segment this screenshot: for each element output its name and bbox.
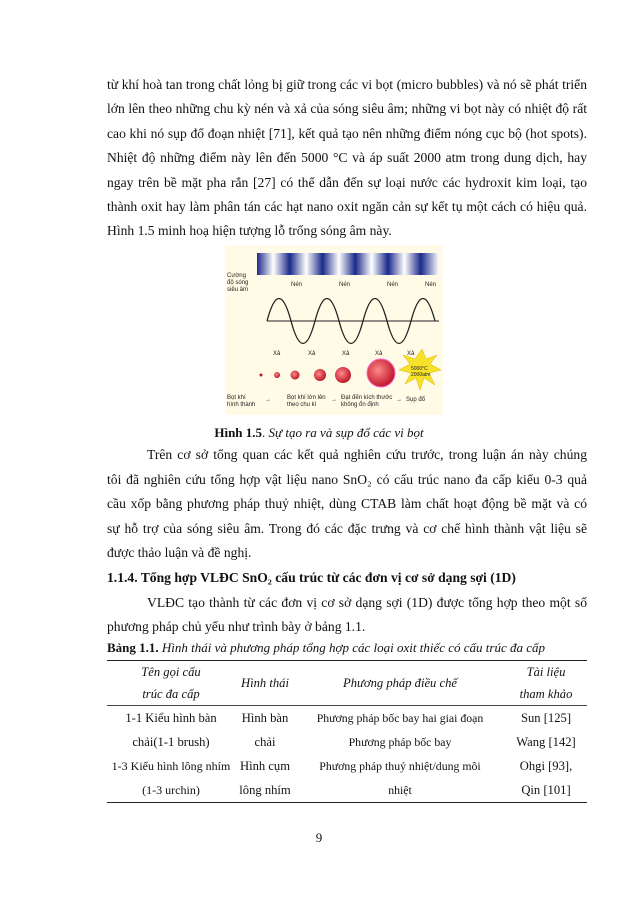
compress-label: Nén	[291, 282, 303, 288]
table-row	[107, 754, 587, 803]
arrow: →	[331, 397, 337, 403]
table-cell: Phương pháp bốc bay hai giai đoạn Phương pháp bốc bay	[316, 711, 484, 749]
header-cell: Tài liệu tham khảo	[505, 661, 587, 706]
release-label: Xả	[375, 351, 383, 357]
paragraph-line: từ khí hoà tan trong chất lỏng bị giữ trong các vi bọt (micro bubbles) và nó sẽ phát triển	[107, 77, 587, 92]
table-row	[107, 706, 587, 755]
cavitation-figure	[225, 245, 443, 415]
compress-label: Nén	[387, 282, 399, 288]
release-label: Xả	[273, 351, 281, 357]
table-cell: 1-1 Kiểu hình bàn chải(1-1 brush)	[125, 711, 217, 749]
section-heading: 1.1.4. Tổng hợp VLĐC SnO₂ cấu trúc từ các đơn vị cơ sở dạng sợi (1D)	[107, 570, 516, 585]
wave-label: Cường độ sóng siêu âm	[227, 273, 249, 293]
release-label: Xả	[342, 351, 350, 357]
stage-label: Sụp đổ	[406, 397, 426, 403]
paragraph-line: tôi đã nghiên cứu tổng hợp vật liệu nano SnO₂ có cấu trúc nano đa cấp kiểu 0-3 quả	[107, 472, 587, 487]
paragraph-line: Nhiệt độ những điểm này lên đến 5000 °C và áp suất 2000 atm trong dung dịch, hay	[107, 150, 587, 165]
compress-label: Nén	[339, 282, 351, 288]
paragraph-line: sự hỗ trợ của sóng siêu âm. Trong đó các đặc trưng và cơ chế hình thành vật liệu sẽ	[107, 521, 587, 536]
table-header-row	[107, 661, 587, 706]
pressure-band	[257, 253, 439, 275]
table-cell: Phương pháp thuỷ nhiệt/dung môi nhiệt	[295, 754, 505, 803]
table-cell: Hình bàn chải	[241, 711, 289, 749]
table-caption: Bảng 1.1. Hình thái và phương pháp tổng hợp các loại oxit thiếc có cấu trúc đa cấp	[107, 640, 545, 655]
stage-label: Bọt khí hình thành	[227, 395, 256, 408]
header-cell: Tên gọi cấu trúc đa cấp	[107, 661, 235, 706]
header-cell: Phương pháp điều chế	[295, 661, 505, 706]
release-label: Xả	[308, 351, 316, 357]
hotspot-label: 5000°C 2000atm	[411, 366, 431, 378]
page-number: 9	[315, 830, 323, 845]
paragraph-line: phương pháp chủ yếu như trình bày ở bảng 1.1.	[107, 619, 366, 634]
arrow: →	[396, 397, 402, 403]
figure-graphic	[225, 245, 443, 415]
table-cell: Hình cụm lông nhím	[235, 754, 295, 803]
paragraph-line: Hình 1.5 minh hoạ hiện tượng lỗ trống sóng âm này.	[107, 223, 392, 238]
figure-caption: Hình 1.5. Sự tạo ra và sụp đổ các vi bọt	[214, 425, 424, 440]
table-cell: 1-3 Kiểu hình lông nhím (1-3 urchin)	[107, 754, 235, 803]
paragraph-line: ngay trên bề mặt pha rắn [27] có thể dẫn đến sự loại nước các hydroxit kim loại, tạo	[107, 175, 587, 190]
release-label: Xả	[407, 351, 415, 357]
paragraph-line: Trên cơ sở tổng quan các kết quả nghiên cứu trước, trong luận án này chúng	[147, 447, 587, 462]
paragraph-line: lớn lên theo những chu kỳ nén và xả của sóng siêu âm; những vi bọt này có nhiệt độ rất	[107, 101, 587, 116]
compress-label: Nén	[425, 282, 437, 288]
paragraph-line: cầu xốp bằng phương pháp thuỷ nhiệt, dùng CTAB làm chất hoạt động bề mặt và có	[107, 496, 587, 511]
synthesis-table	[107, 660, 587, 803]
header-cell: Hình thái	[235, 661, 295, 706]
paragraph-line: VLĐC tạo thành từ các đơn vị cơ sở dạng sợi (1D) được tổng hợp theo một số	[147, 595, 587, 610]
table-cell: Sun [125] Wang [142]	[516, 711, 576, 749]
arrow: →	[265, 397, 271, 403]
paragraph-line: cao khi nó sụp đổ đoạn nhiệt [71], kết quả tạo nên những điểm nóng cục bộ (hot spots).	[107, 126, 587, 141]
paragraph-line: được thảo luận và đề nghị.	[107, 545, 252, 560]
stage-label: Bọt khí lớn lên theo chu kì	[287, 395, 326, 408]
paragraph-line: thành oxit hay làm phân tán các hạt nano oxit ngăn cản sự kết tụ một cách có hiệu quả.	[107, 199, 587, 214]
table-cell: Ohgi [93], Qin [101]	[505, 754, 587, 803]
stage-label: Đạt đến kích thước không ổn định	[341, 395, 393, 408]
